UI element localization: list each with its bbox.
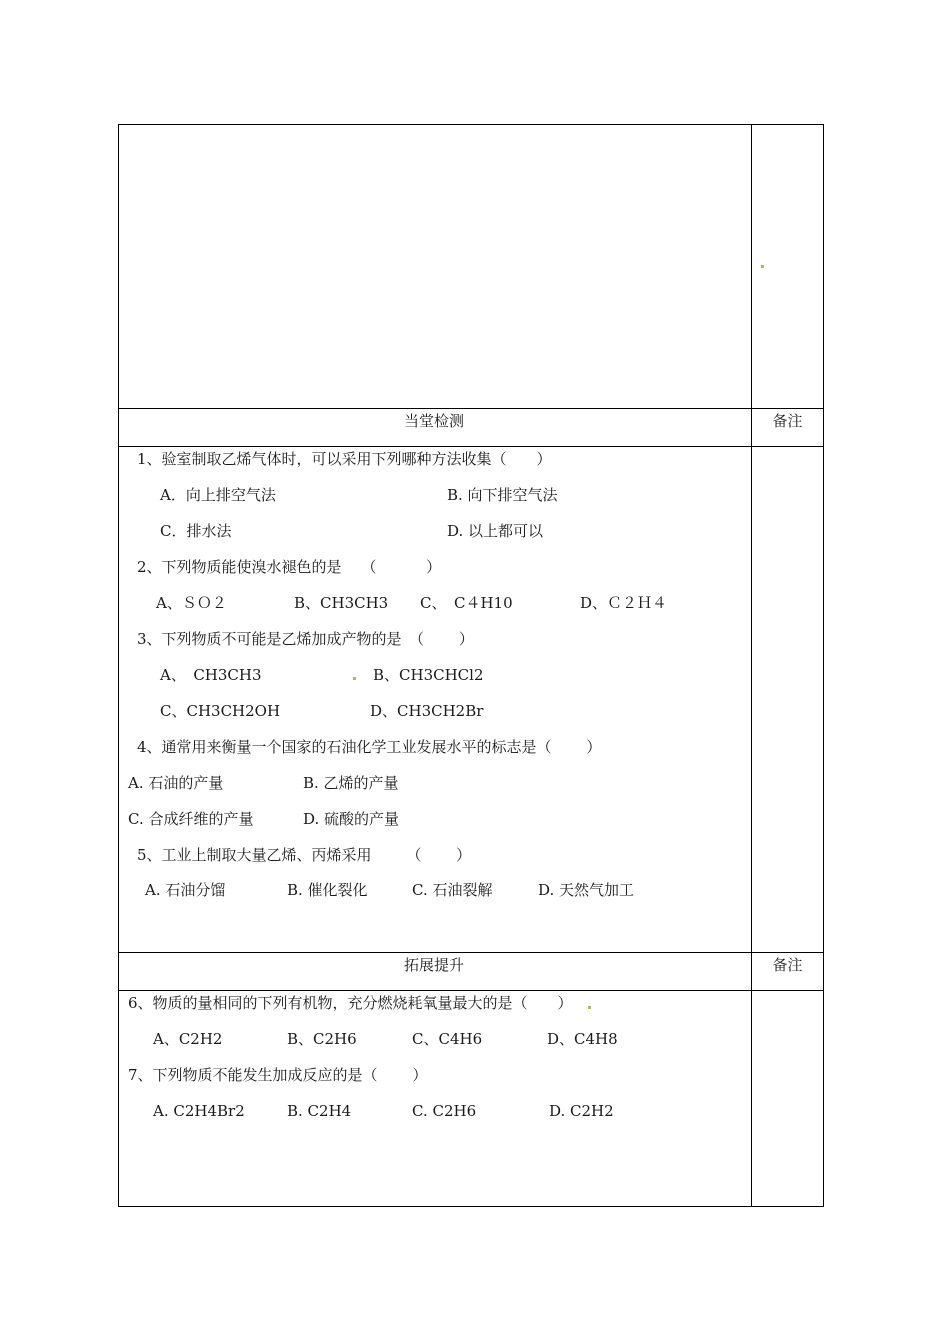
q7-option-c: C. C2H6 xyxy=(412,1102,477,1120)
question-2: 2、下列物质能使溴水褪色的是 （ ） xyxy=(137,558,442,576)
q1-option-a: A．向上排空气法 xyxy=(160,486,276,504)
q4-option-b: B. 乙烯的产量 xyxy=(303,774,399,792)
column-divider xyxy=(751,125,752,1206)
q7-option-d: D. C2H2 xyxy=(549,1102,614,1120)
notes-column-label: 备注 xyxy=(772,412,803,430)
question-5: 5、工业上制取大量乙烯、丙烯采用 （ ） xyxy=(137,846,472,864)
row-divider xyxy=(119,990,823,991)
row-divider xyxy=(119,408,823,409)
section-title-check: 当堂检测 xyxy=(403,412,464,430)
question-6: 6、物质的量相同的下列有机物，充分燃烧耗氧量最大的是（ ） xyxy=(128,994,573,1012)
q1-option-c: C．排水法 xyxy=(160,522,232,540)
q6-option-c: C、C4H6 xyxy=(412,1030,483,1048)
q7-option-a: A. C2H4Br2 xyxy=(153,1102,245,1120)
section-title-extension: 拓展提升 xyxy=(403,956,464,974)
q2-option-c: C、 C４H10 xyxy=(420,594,513,612)
question-3: 3、下列物质不可能是乙烯加成产物的是 （ ） xyxy=(137,630,474,648)
question-1: 1、验室制取乙烯气体时，可以采用下列哪种方法收集（ ） xyxy=(137,450,552,468)
speck-mark xyxy=(353,677,356,680)
q5-option-a: A. 石油分馏 xyxy=(145,881,226,899)
q2-option-a: A、ＳＯ２ xyxy=(156,594,227,612)
q4-option-c: C. 合成纤维的产量 xyxy=(128,810,254,828)
q3-option-a: A、 CH3CH3 xyxy=(160,666,262,684)
q5-option-b: B. 催化裂化 xyxy=(287,881,368,899)
q5-option-c: C. 石油裂解 xyxy=(412,881,493,899)
q4-option-d: D. 硫酸的产量 xyxy=(303,810,400,828)
row-divider xyxy=(119,952,823,953)
question-4: 4、通常用来衡量一个国家的石油化学工业发展水平的标志是（ ） xyxy=(137,738,602,756)
q6-option-b: B、C2H6 xyxy=(287,1030,357,1048)
q1-option-d: D. 以上都可以 xyxy=(447,522,544,540)
q2-option-b: B、CH3CH3 xyxy=(294,594,389,612)
q1-option-b: B. 向下排空气法 xyxy=(447,486,558,504)
q7-option-b: B. C2H4 xyxy=(287,1102,352,1120)
speck-mark xyxy=(761,265,764,268)
q2-option-d: D、Ｃ２Ｈ４ xyxy=(580,594,668,612)
notes-column-label: 备注 xyxy=(772,956,803,974)
question-7: 7、下列物质不能发生加成反应的是（ ） xyxy=(128,1066,428,1084)
speck-mark xyxy=(588,1006,591,1009)
q3-option-d: D、CH3CH2Br xyxy=(370,702,484,720)
q6-option-a: A、C2H2 xyxy=(153,1030,223,1048)
row-divider xyxy=(119,446,823,447)
q3-option-c: C、CH3CH2OH xyxy=(160,702,281,720)
q3-option-b: B、CH3CHCl2 xyxy=(373,666,484,684)
q6-option-d: D、C4H8 xyxy=(547,1030,618,1048)
q5-option-d: D. 天然气加工 xyxy=(538,881,635,899)
q4-option-a: A. 石油的产量 xyxy=(128,774,224,792)
